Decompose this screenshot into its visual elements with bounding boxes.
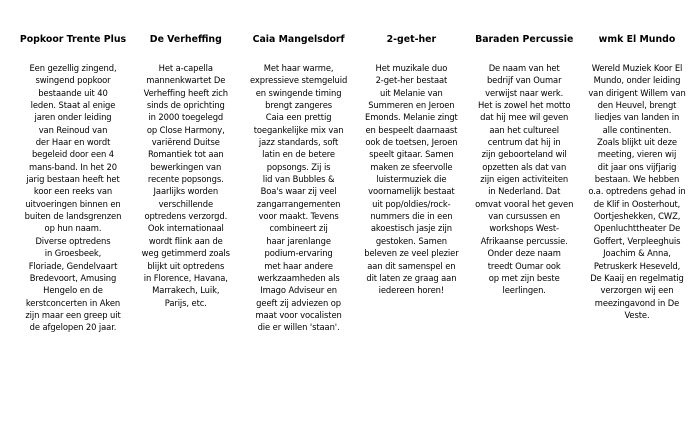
text-line: kerstconcerten in Aken	[25, 297, 121, 308]
text-line: combineert zij	[269, 223, 328, 234]
text-line: Wereld Muziek Koor El	[591, 63, 683, 73]
text-line: centrum dat hij in	[487, 137, 561, 148]
text-line: Ook internationaal	[147, 223, 224, 234]
text-line: o.a. optredens gehad in	[588, 186, 686, 197]
column-popkoor-trente-plus	[21, 34, 125, 334]
text-line: beleven ze veel plezier	[364, 248, 459, 259]
text-line: dat hij mee wil geven	[480, 112, 569, 123]
text-line: omvat vooral het geven	[475, 198, 574, 209]
text-line: zijn geboorteland wil	[481, 149, 567, 160]
text-line: liedjes van landen in	[594, 112, 680, 123]
text-line: Mundo, onder leiding	[593, 75, 681, 86]
text-line: Caia een prettig	[265, 112, 332, 123]
text-line: Parijs, etc.	[164, 297, 207, 308]
text-line: nummers die in een	[370, 211, 453, 222]
text-line: Veste.	[624, 309, 650, 320]
text-line: expressieve stemgeluid	[250, 75, 348, 86]
text-line: Oortjeshekken, CWZ,	[593, 211, 681, 222]
text-line: mannenkwartet De	[146, 75, 226, 86]
text-line: lid van Bubbles &	[262, 174, 335, 185]
text-line: jazz standards, soft	[258, 137, 339, 148]
text-line: dit jaar ons vijfjarig	[597, 161, 677, 172]
column-2-get-her	[359, 34, 463, 334]
column-de-verheffing	[134, 34, 238, 334]
text-line: blijkt uit optredens	[147, 260, 225, 271]
text-line: opzetten als dat van	[482, 161, 567, 172]
text-line: die er willen 'staan'.	[257, 322, 340, 333]
text-line: Openluchttheater De	[593, 223, 681, 234]
text-line: Verheffing heeft zich	[143, 87, 228, 98]
text-line: podium-ervaring	[264, 248, 333, 259]
text-line: Joachim & Anna,	[603, 248, 671, 259]
text-line: Floriade, Gendelvaart	[28, 260, 118, 271]
column-title: Baraden Percussie	[475, 34, 574, 45]
text-line: Romantiek tot aan	[147, 149, 224, 160]
text-line: Marrakech, Luik,	[152, 285, 220, 296]
text-line: in 2000 toegelegd	[148, 112, 224, 123]
text-line: in Groesbeek,	[44, 248, 102, 259]
text-line: verzorgen wij een	[600, 285, 674, 296]
text-line: Emonds. Melanie zingt	[365, 112, 458, 123]
text-line: Afrikaanse percussie.	[480, 235, 568, 246]
text-line: Het muzikale duo	[375, 63, 448, 73]
text-line: op Close Harmony,	[146, 124, 225, 135]
text-line: bewerkingen van	[150, 161, 222, 172]
text-line: weg getimmerd zoals	[141, 248, 230, 259]
text-line: bedrijf van Oumar	[486, 75, 562, 86]
text-line: Goffert, Verpleeghuis	[593, 235, 681, 246]
column-caia-mangelsdorf	[247, 34, 351, 334]
text-line: De Kaaij en regelmatig	[590, 272, 684, 283]
text-line: mans-band. In het 20	[29, 161, 117, 172]
text-line: sinds de oprichting	[146, 100, 225, 111]
text-line: zijn eigen activiteiten	[480, 174, 569, 185]
text-line: van dirigent Willem van	[588, 87, 686, 98]
column-title: De Verheffing	[149, 34, 222, 45]
text-line: meezingavond in De	[594, 297, 680, 308]
column-text	[250, 62, 347, 334]
text-line: en swingende timing	[255, 87, 342, 98]
text-line: Jaarlijks worden	[153, 186, 219, 197]
column-title: wmk El Mundo	[598, 34, 676, 45]
text-line: Bredevoort, Amusing	[29, 272, 117, 283]
text-line: Onder deze naam	[487, 248, 561, 259]
text-line: de Klif in Oosterhout,	[593, 198, 681, 209]
text-line: variërend Duitse	[151, 137, 220, 148]
text-line: op hun naam.	[44, 223, 102, 234]
text-line: koor een reeks van	[33, 186, 113, 197]
text-line: bestaan. We hebben	[594, 174, 680, 185]
text-line: verwijst naar werk.	[485, 87, 564, 98]
text-line: Met haar warme,	[263, 63, 334, 73]
column-text	[25, 62, 122, 334]
text-line: brengt zangeres	[265, 100, 333, 111]
column-title: Caia Mangelsdorf	[252, 34, 345, 45]
performers-columns	[21, 34, 689, 334]
text-line: uit Melanie van	[380, 87, 443, 98]
text-line: De naam van het	[488, 63, 560, 73]
text-line: aan dit samenspel en	[367, 260, 456, 271]
column-title: Popkoor Trente Plus	[19, 34, 127, 45]
text-line: den Heuvel, brengt	[597, 100, 677, 111]
text-line: recente popsongs.	[147, 174, 224, 185]
text-line: speelt gitaar. Samen	[369, 149, 454, 160]
text-line: haar jarenlange	[266, 235, 331, 246]
column-text	[475, 62, 573, 297]
text-line: Boa's waar zij veel	[260, 186, 337, 197]
text-line: meeting, vieren wij	[597, 149, 677, 160]
text-line: popsongs. Zij is	[266, 161, 331, 172]
text-line: Het a-capella	[158, 63, 213, 73]
text-line: van Reinoud van	[38, 124, 108, 135]
text-line: voornamelijk bestaat	[368, 186, 455, 197]
text-line: iedereen horen!	[378, 285, 445, 296]
text-line: buiten de landsgrenzen	[24, 211, 122, 222]
text-line: zangarrangementen	[256, 198, 341, 209]
text-line: zijn maar een greep uit	[25, 309, 121, 320]
column-baraden-percussie	[472, 34, 576, 334]
text-line: op met zijn beste	[488, 272, 560, 283]
text-line: ook de toetsen, Jeroen	[365, 137, 458, 148]
text-line: optredens verzorgd.	[144, 211, 228, 222]
text-line: in Florence, Havana,	[143, 272, 228, 283]
text-line: werkzaamheden als	[257, 272, 340, 283]
text-line: Een gezellig zingend,	[29, 63, 117, 73]
text-line: alle continenten.	[602, 124, 672, 135]
text-line: met haar andere	[264, 260, 333, 271]
text-line: dit laten ze graag aan	[366, 272, 457, 283]
text-line: Petruskerk Heseveld,	[593, 260, 681, 271]
column-text	[588, 62, 685, 321]
text-line: workshops West-	[489, 223, 559, 234]
text-line: 2-get-her bestaat	[375, 75, 448, 86]
text-line: begeleid door een 4	[31, 149, 115, 160]
text-line: leden. Staat al enige	[30, 100, 116, 111]
text-line: van cursussen en	[488, 211, 561, 222]
column-wmk-el-mundo	[585, 34, 689, 334]
text-line: der Haar en wordt	[35, 137, 111, 148]
text-line: maken ze sfeervolle	[370, 161, 453, 172]
text-line: in Nederland. Dat	[488, 186, 561, 197]
text-line: wordt flink aan de	[148, 235, 223, 246]
text-line: bestaande uit 40	[38, 87, 108, 98]
column-title: 2-get-her	[386, 34, 437, 45]
text-line: latin en de betere	[262, 149, 335, 160]
text-line: jarig bestaan heeft het	[26, 174, 120, 185]
text-line: Hengelo en de	[43, 285, 103, 296]
text-line: akoestisch jasje zijn	[370, 223, 452, 234]
text-line: geeft zij adviezen op	[256, 297, 341, 308]
text-line: uitvoeringen binnen en	[25, 198, 121, 209]
text-line: Diverse optredens	[35, 235, 111, 246]
text-line: jaren onder leiding	[34, 112, 112, 123]
column-text	[142, 62, 230, 309]
text-line: aan het cultureel	[489, 124, 560, 135]
text-line: Het is zowel het motto	[477, 100, 571, 111]
text-line: Summeren en Jeroen	[368, 100, 455, 111]
text-line: luistermuziek die	[376, 174, 447, 185]
text-line: swingend popkoor	[35, 75, 111, 86]
text-line: uit pop/oldies/rock-	[372, 198, 451, 209]
text-line: treedt Oumar ook	[487, 260, 561, 271]
text-line: de afgelopen 20 jaar.	[29, 322, 117, 333]
text-line: en bespeelt daarnaast	[365, 124, 458, 135]
text-line: Zoals blijkt uit deze	[597, 137, 677, 148]
text-line: gestoken. Samen	[375, 235, 447, 246]
text-line: leerlingen.	[502, 285, 546, 296]
text-line: maat voor vocalisten	[255, 309, 342, 320]
text-line: Imago Adviseur en	[260, 285, 337, 296]
text-line: toegankelijke mix van	[253, 124, 344, 135]
column-text	[364, 62, 458, 297]
text-line: voor maakt. Tevens	[258, 211, 339, 222]
text-line: verschillende	[158, 198, 214, 209]
